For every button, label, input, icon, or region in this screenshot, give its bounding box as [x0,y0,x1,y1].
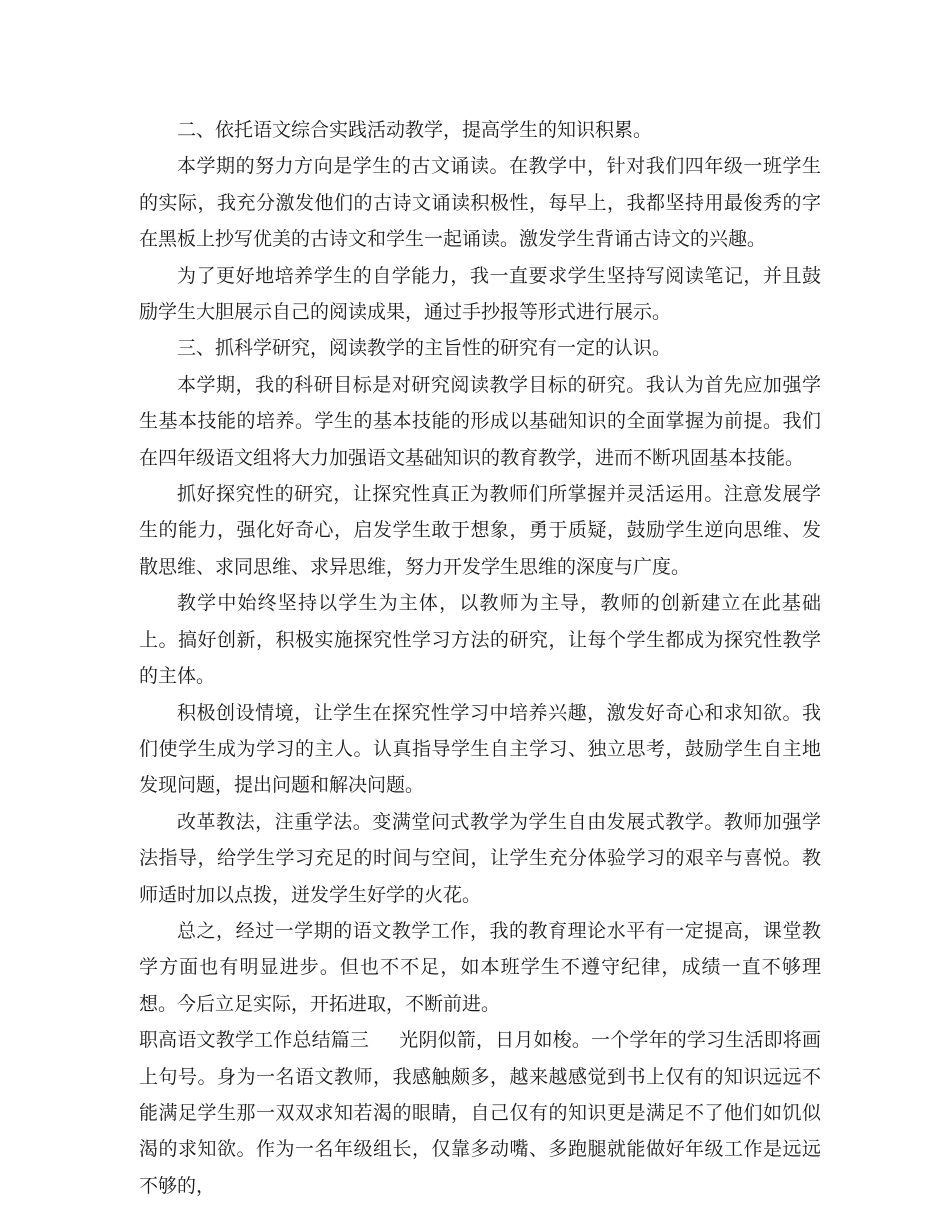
part-three-heading: 职高语文教学工作总结篇三 [139,1029,370,1052]
paragraph-create-situations: 积极创设情境，让学生在探究性学习中培养兴趣，激发好奇心和求知欲。我们使学生成为学习的主人。认真指导学生自主学习、独立思考，鼓励学生自主地发现问题，提出问题和解决问题。 [139,701,821,797]
paragraph-reading-notes: 为了更好地培养学生的自学能力，我一直要求学生坚持写阅读笔记，并且鼓励学生大胆展示自己的阅读成果，通过手抄报等形式进行展示。 [139,264,821,324]
paragraph-research-goal: 本学期，我的科研目标是对研究阅读教学目标的研究。我认为首先应加强学生基本技能的培养。学生的基本技能的形成以基础知识的全面掌握为前提。我们在四年级语文组将大力加强语文基础知识的教育教学，进而不断巩固基本技能。 [139,373,821,469]
part-three-body: 光阴似箭，日月如梭。一个学年的学习生活即将画上句号。身为一名语文教师，我感触颇多，越来越感觉到书上仅有的知识远远不能满足学生那一双双求知若渴的眼睛，自己仅有的知识更是满足不了他们如饥似渴的求知欲。作为一名年级组长，仅靠多动嘴、多跑腿就能做好年级工作是远远不够的， [139,1029,821,1197]
paragraph-inquiry-research: 抓好探究性的研究，让探究性真正为教师们所掌握并灵活运用。注意发展学生的能力，强化好奇心，启发学生敢于想象，勇于质疑，鼓励学生逆向思维、发散思维、求同思维、求异思维，努力开发学生思维的深度与广度。 [139,483,821,578]
section-heading-two: 二、依托语文综合实践活动教学，提高学生的知识积累。 [177,119,653,141]
paragraph-summary-part-three [139,1022,821,1204]
paragraph-ancient-poetry-recitation: 本学期的努力方向是学生的古文诵读。在教学中，针对我们四年级一班学生的实际，我充分激发他们的古诗文诵读积极性，每早上，我都坚持用最俊秀的字在黑板上抄写优美的古诗文和学生一起诵读。激发学生背诵古诗文的兴趣。 [139,155,821,251]
paragraph-teaching-reform: 改革教法，注重学法。变满堂问式教学为学生自由发展式教学。教师加强学法指导，给学生学习充足的时间与空间，让学生充分体验学习的艰辛与喜悦。教师适时加以点拨，迸发学生好学的火花。 [139,810,821,906]
document-page [139,112,821,1204]
paragraph-student-centered: 教学中始终坚持以学生为主体，以教师为主导，教师的创新建立在此基础上。搞好创新，积极实施探究性学习方法的研究，让每个学生都成为探究性教学的主体。 [139,592,821,688]
section-heading-three: 三、抓科学研究，阅读教学的主旨性的研究有一定的认识。 [177,337,672,360]
paragraph-summary: 总之，经过一学期的语文教学工作，我的教育理论水平有一定提高，课堂教学方面也有明显进步。但也不不足，如本班学生不遵守纪律，成绩一直不够理想。今后立足实际，开拓进取，不断前进。 [139,919,821,1015]
